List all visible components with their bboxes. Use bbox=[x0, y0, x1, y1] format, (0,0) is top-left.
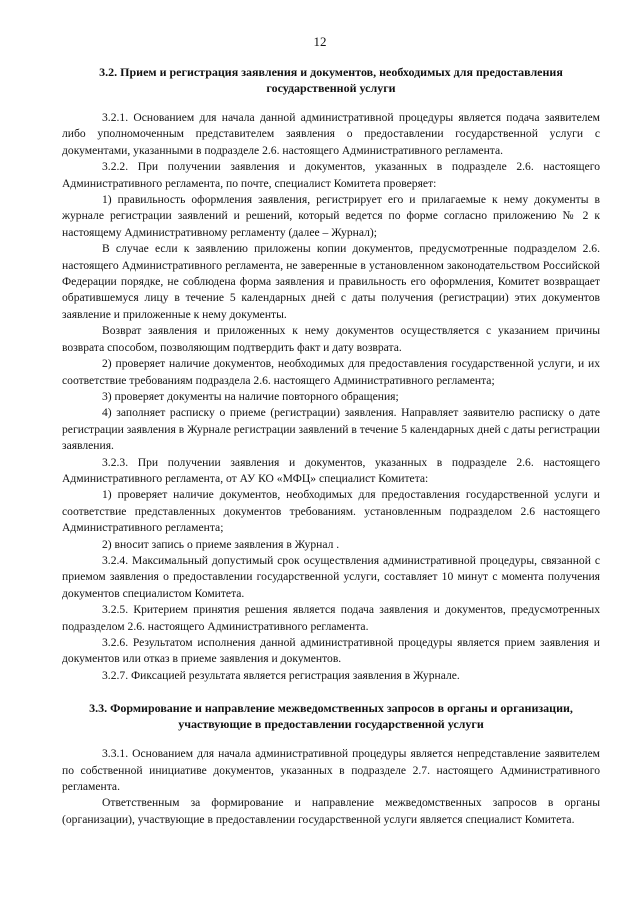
section-3-3-body bbox=[62, 746, 600, 828]
paragraph: Возврат заявления и приложенных к нему документов осуществляется с указанием причины возврата способом, позволяющим подтвердить факт и дату возврата. bbox=[62, 324, 600, 354]
paragraph: 1) проверяет наличие документов, необходимых для предоставления государственной услуги и соответствие представленных документов требованиям. установленным подразделом 2.6 настоящего Административного регламента; bbox=[62, 488, 600, 535]
paragraph: 3) проверяет документы на наличие повторного обращения; bbox=[102, 389, 399, 403]
paragraph: В случае если к заявлению приложены копии документов, предусмотренные подразделом 2.6. настоящего Административного регламента, не заверенные в установленном законодательством Российской Федерации порядке, не соблюдена форма заявления и правильность его оформления, Комитет возвращает обратившемуся лицу в течение 5 календарных дней с даты получения (регистрации) этих документов заявление и приложенные к нему документы. bbox=[62, 242, 600, 321]
paragraph: Ответственным за формирование и направление межведомственных запросов в органы (организации), участвующие в предоставлении государственной услуги является специалист Комитета. bbox=[62, 796, 600, 826]
paragraph: 4) заполняет расписку о приеме (регистрации) заявления. Направляет заявителю расписку о дате регистрации заявления в Журнале регистрации заявлений в течение 5 календарных дней с даты регистрации заявления. bbox=[62, 406, 600, 453]
paragraph: 2) вносит запись о приеме заявления в Журнал . bbox=[102, 537, 340, 551]
paragraph: 1) правильность оформления заявления, регистрирует его и прилагаемые к нему документы в журнале регистрации заявлений и решений, который ведется по форме согласно приложению № 2 к настоящему Административному регламенту (далее – Журнал); bbox=[62, 193, 600, 239]
page-number: 12 bbox=[313, 34, 327, 49]
paragraph: 3.2.6. Результатом исполнения данной административной процедуры является прием заявления и документов или отказ в приеме заявления и документов. bbox=[62, 636, 600, 666]
section-heading-3-3: 3.3. Формирование и направление межведомственных запросов в органы и организации, участвующие в предоставлении государственной услуги bbox=[89, 701, 573, 732]
paragraph: 2) проверяет наличие документов, необходимых для предоставления государственной услуги, и их соответствие требованиям подраздела 2.6. настоящего Административного регламента; bbox=[62, 357, 600, 387]
document-body bbox=[62, 64, 600, 828]
paragraph: 3.2.4. Максимальный допустимый срок осуществления административной процедуры, связанной с приемом заявления о предоставлении государственной услуги, составляет 10 минут с момента получения документов специалистом Комитета. bbox=[62, 553, 600, 600]
paragraph: 3.2.5. Критерием принятия решения является подача заявления и документов, предусмотренных подразделом 2.6. настоящего Административного регламента. bbox=[62, 603, 600, 633]
paragraph: 3.2.3. При получении заявления и документов, указанных в подразделе 2.6. настоящего Административного регламента, от АУ КО «МФЦ» специалист Комитета: bbox=[62, 455, 600, 485]
section-3-2-body bbox=[62, 110, 600, 684]
paragraph: 3.2.7. Фиксацией результата является регистрация заявления в Журнале. bbox=[102, 668, 460, 682]
paragraph: 3.2.1. Основанием для начала данной административной процедуры является подача заявителем либо уполномоченным представителем заявления о предоставлении государственной услуги с документами, указанными в подразделе 2.6. настоящего Административного регламента. bbox=[62, 111, 600, 157]
section-heading-3-2: 3.2. Прием и регистрация заявления и документов, необходимых для предоставления государственной услуги bbox=[99, 65, 563, 95]
paragraph: 3.3.1. Основанием для начала административной процедуры является непредставление заявителем по собственной инициативе документов, указанных в подразделе 2.7. настоящего Административного регламента. bbox=[62, 747, 600, 794]
paragraph: 3.2.2. При получении заявления и документов, указанных в подразделе 2.6. настоящего Административного регламента, по почте, специалист Комитета проверяет: bbox=[62, 160, 600, 190]
